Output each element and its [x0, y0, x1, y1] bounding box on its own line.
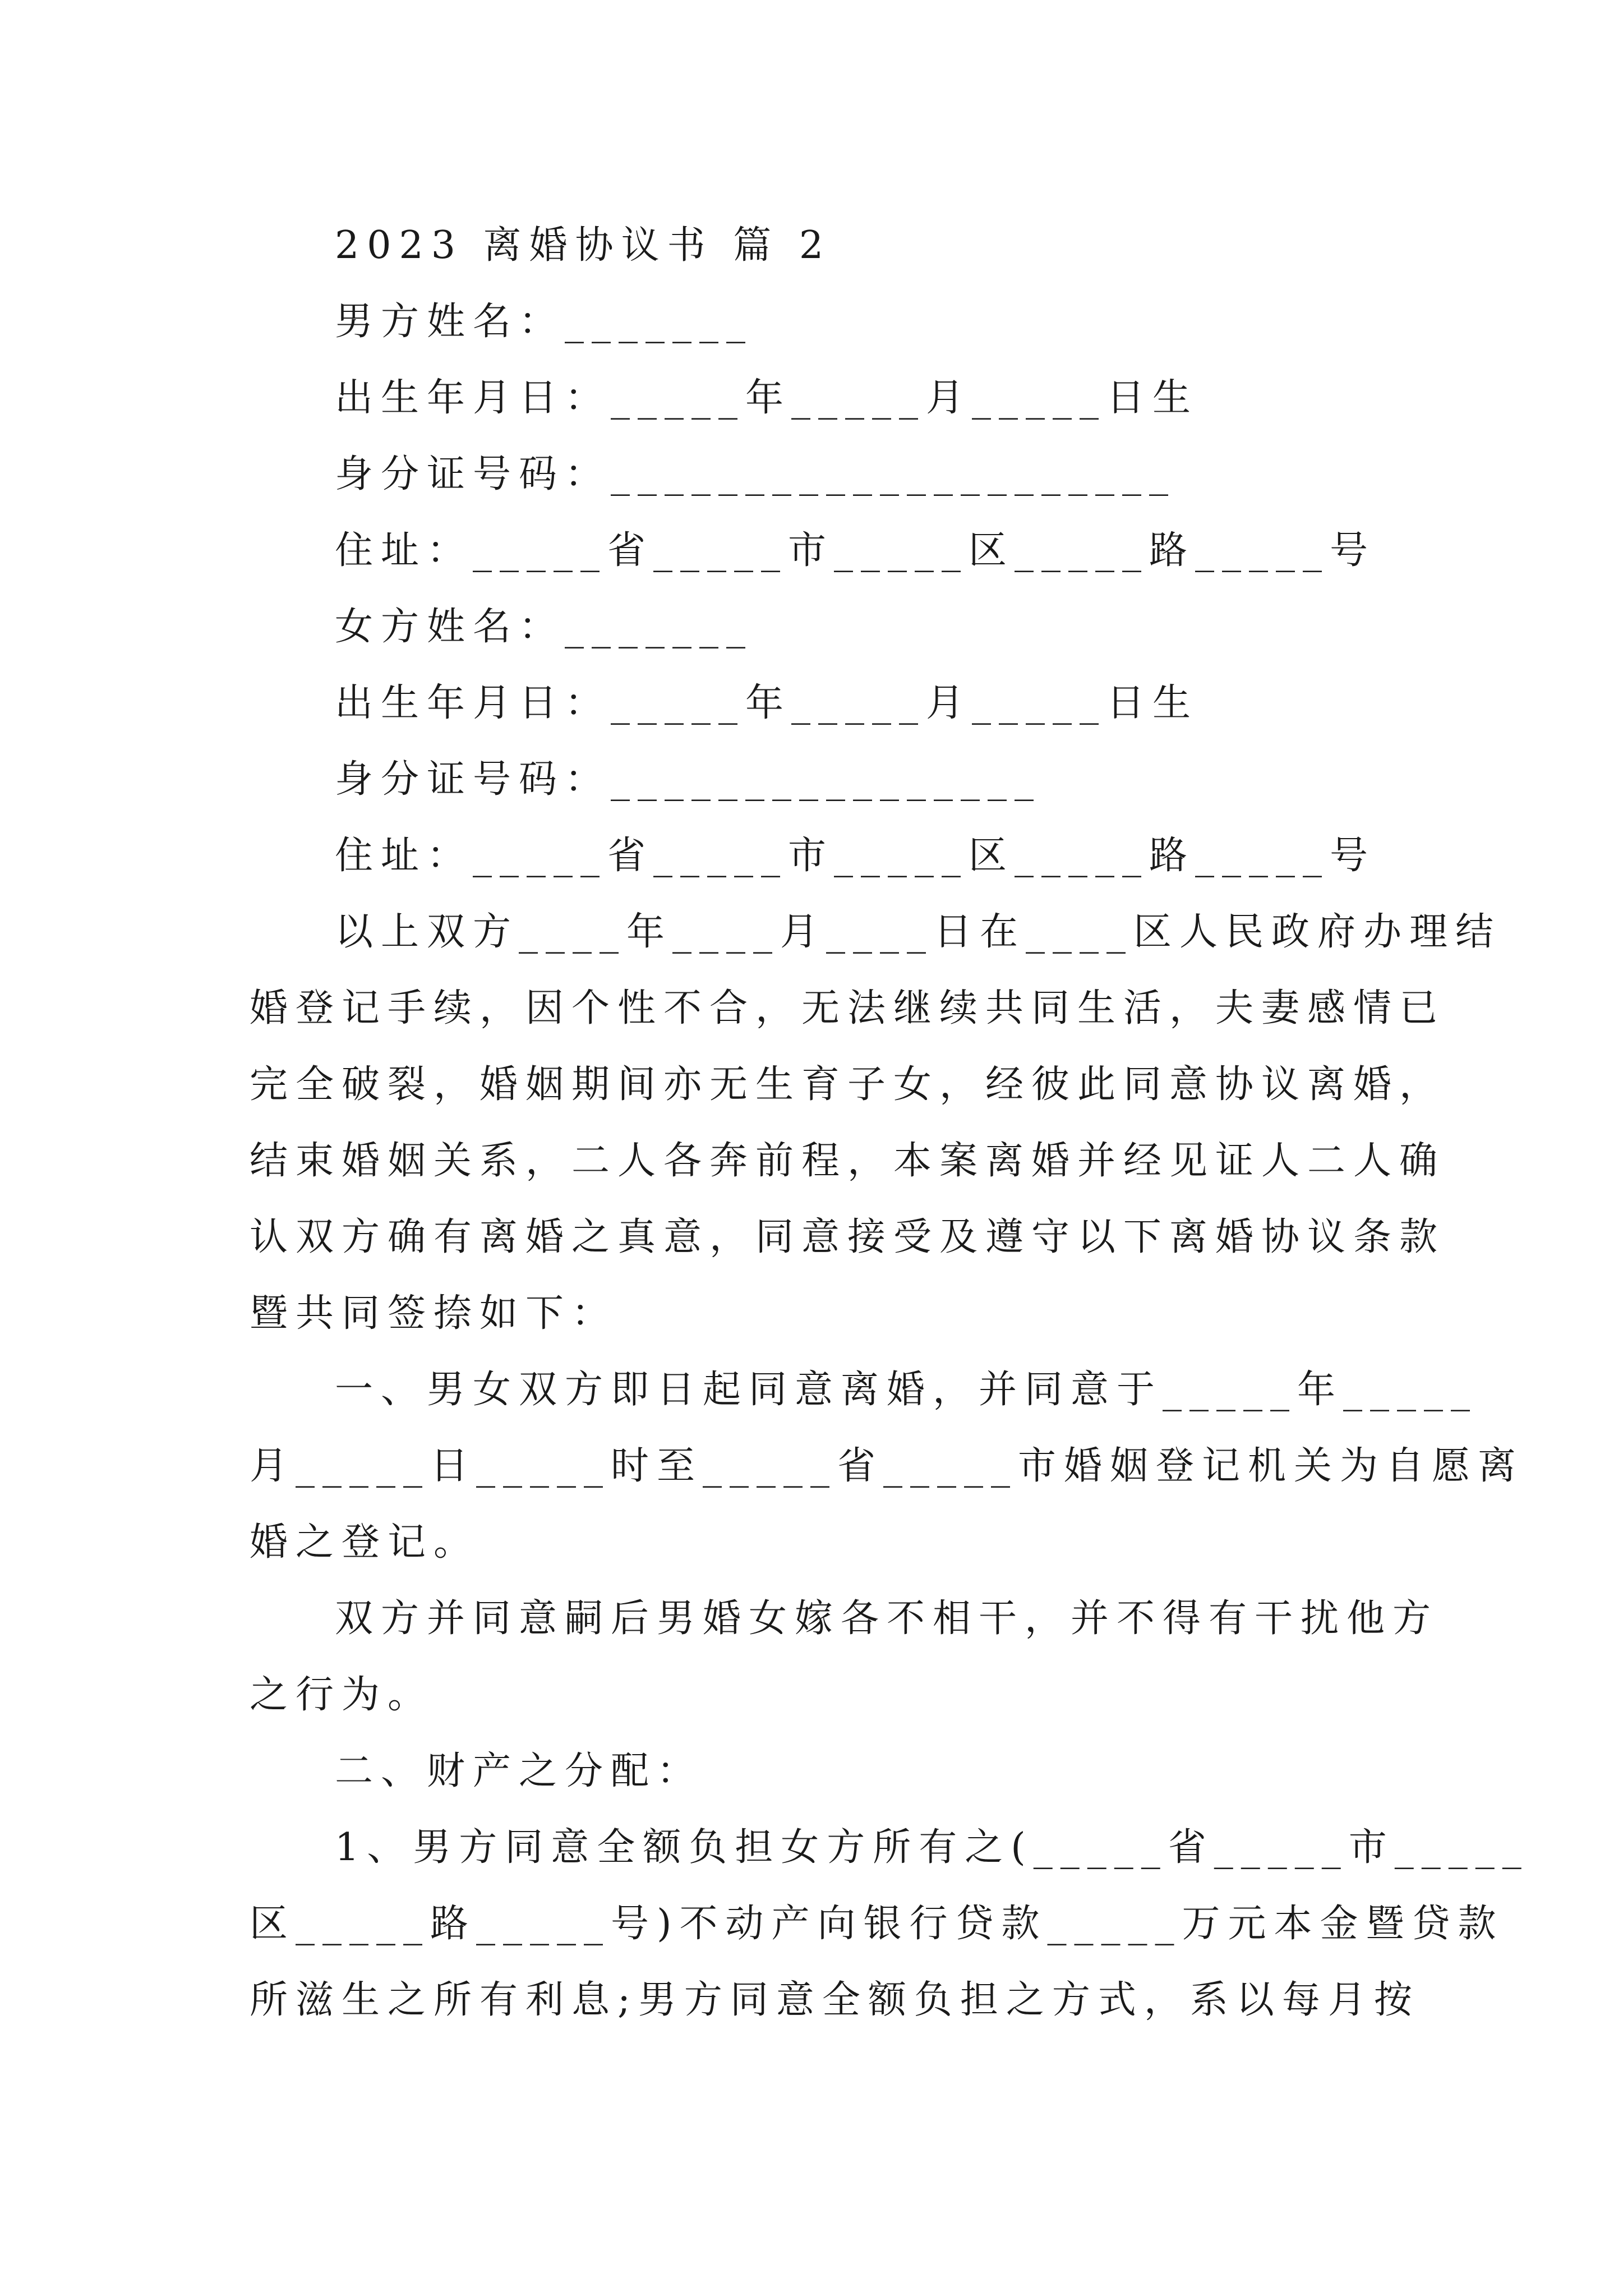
clause-1-line: 月_____日_____时至_____省_____市婚姻登记机关为自愿离	[250, 1444, 1524, 1488]
section-heading: 二、财产之分配：	[335, 1749, 703, 1793]
female-name-line: 女方姓名：_______	[335, 605, 754, 649]
female-id-line: 身分证号码：________________	[335, 757, 1042, 802]
paragraph-line: 以上双方____年____月____日在____区人民政府办理结	[335, 910, 1502, 954]
paragraph-line: 完全破裂，婚姻期间亦无生育子女，经彼此同意协议离婚，	[250, 1062, 1446, 1107]
male-name-line: 男方姓名：_______	[335, 300, 754, 344]
clause-2-1-line: 所滋生之所有利息;男方同意全额负担之方式，系以每月按	[250, 1978, 1420, 2022]
clause-2-1-line: 1、男方同意全额负担女方所有之(_____省_____市_____	[335, 1825, 1529, 1870]
female-birthdate-line: 出生年月日：_____年_____月_____日生	[335, 681, 1199, 725]
male-id-line: 身分证号码：_____________________	[335, 452, 1177, 496]
male-address-line: 住址：_____省_____市_____区_____路_____号	[335, 528, 1376, 573]
paragraph-line: 之行为。	[250, 1673, 434, 1717]
paragraph-line: 暨共同签捺如下：	[250, 1291, 618, 1336]
paragraph-line: 结束婚姻关系，二人各奔前程，本案离婚并经见证人二人确	[250, 1139, 1446, 1183]
paragraph-line: 认双方确有离婚之真意，同意接受及遵守以下离婚协议条款	[250, 1215, 1446, 1259]
clause-1-line: 一、男女双方即日起同意离婚，并同意于_____年_____	[335, 1368, 1478, 1412]
clause-1-line: 婚之登记。	[250, 1520, 480, 1565]
clause-2-1-line: 区_____路_____号)不动产向银行贷款_____万元本金暨贷款	[250, 1902, 1504, 1946]
male-birthdate-line: 出生年月日：_____年_____月_____日生	[335, 376, 1199, 420]
document-title: 2023 离婚协议书 篇 2	[335, 223, 832, 268]
paragraph-line: 双方并同意嗣后男婚女嫁各不相干，并不得有干扰他方	[335, 1596, 1439, 1641]
paragraph-line: 婚登记手续，因个性不合，无法继续共同生活，夫妻感情已	[250, 986, 1446, 1030]
female-address-line: 住址：_____省_____市_____区_____路_____号	[335, 834, 1376, 878]
